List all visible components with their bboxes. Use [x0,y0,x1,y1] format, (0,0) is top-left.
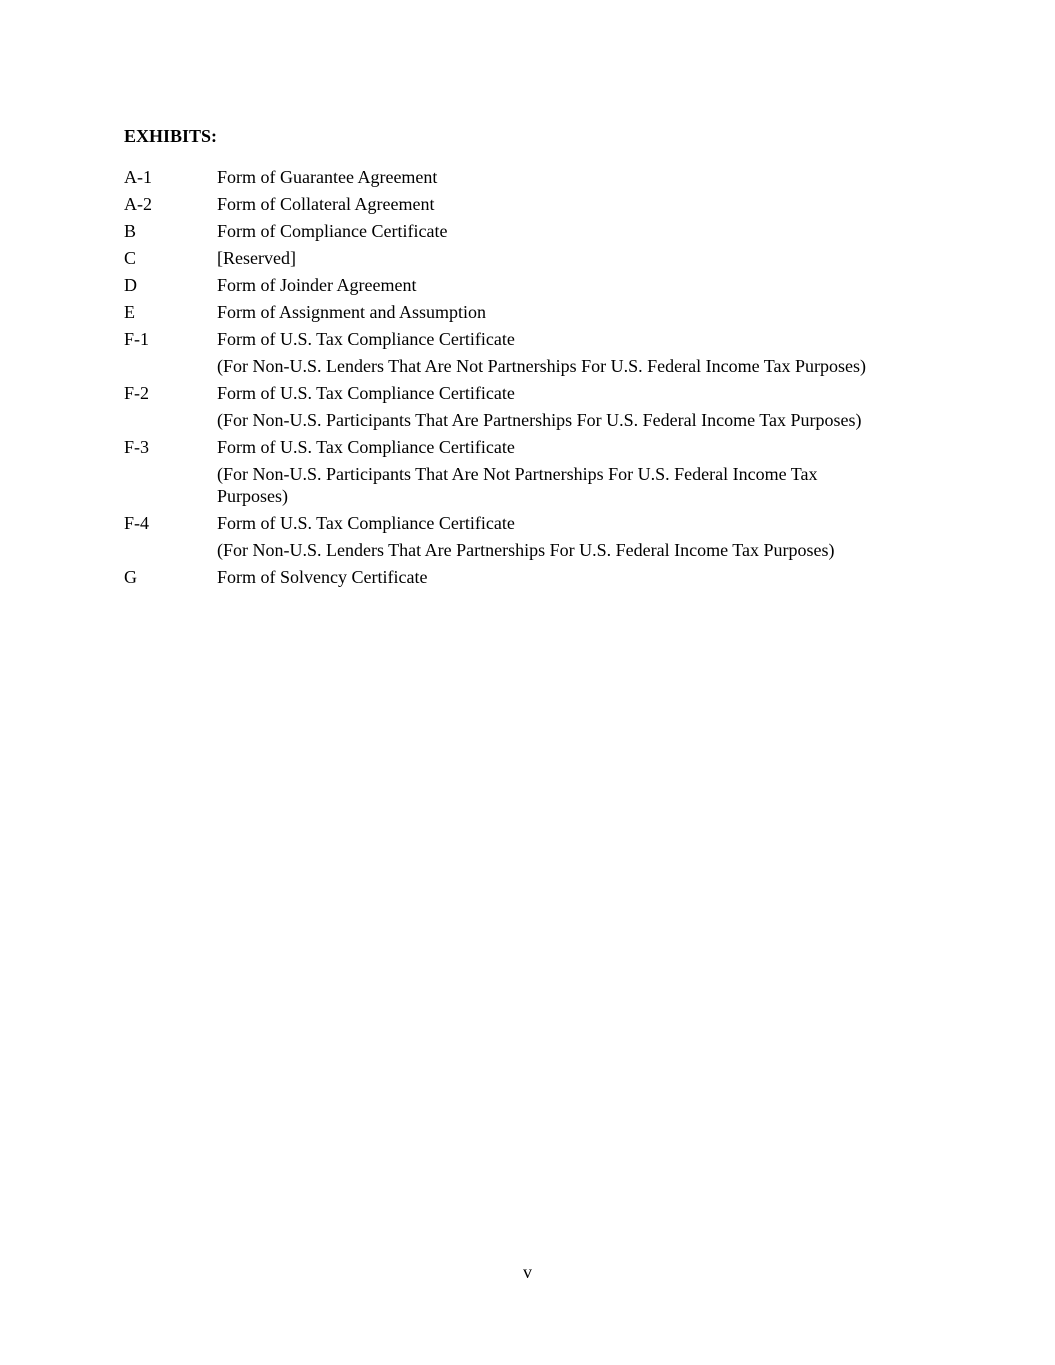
exhibit-title: Form of Collateral Agreement [217,194,435,214]
list-item [124,539,924,561]
exhibit-title: Form of Solvency Certificate [217,567,428,587]
list-item [124,247,924,269]
page-number: v [523,1262,532,1282]
exhibit-code [124,409,217,431]
exhibit-code: F-1 [124,329,150,349]
list-item [124,355,924,377]
list-item [124,566,924,588]
exhibit-title: (For Non-U.S. Lenders That Are Not Partnerships For U.S. Federal Income Tax Purposes) [217,356,866,376]
exhibit-title: [Reserved] [217,248,296,268]
exhibit-code: C [124,248,137,268]
list-item [124,328,924,350]
exhibit-code [124,463,217,507]
exhibit-code: D [124,275,137,295]
exhibit-code: B [124,221,137,241]
exhibit-title: Form of Joinder Agreement [217,275,417,295]
exhibit-title: Form of U.S. Tax Compliance Certificate [217,437,515,457]
page-title: EXHIBITS: [124,126,218,146]
exhibit-code: G [124,567,137,587]
list-item [124,512,924,534]
list-item [124,382,924,404]
exhibit-code: E [124,302,135,322]
exhibit-title: Form of Assignment and Assumption [217,302,487,322]
exhibit-title: Form of U.S. Tax Compliance Certificate [217,513,515,533]
exhibit-title: Form of U.S. Tax Compliance Certificate [217,383,515,403]
list-item [124,436,924,458]
exhibit-code [124,355,217,377]
exhibit-title: Form of Guarantee Agreement [217,167,438,187]
exhibit-code: F-3 [124,437,150,457]
exhibit-code: F-4 [124,513,150,533]
list-item [124,220,924,242]
exhibit-title: Form of U.S. Tax Compliance Certificate [217,329,515,349]
list-item [124,166,924,188]
exhibit-code [124,539,217,561]
exhibit-title: Form of Compliance Certificate [217,221,448,241]
list-item [124,463,924,507]
exhibit-code: F-2 [124,383,150,403]
list-item [124,193,924,215]
list-item [124,409,924,431]
exhibit-code: A-2 [124,194,152,214]
list-item [124,301,924,323]
exhibit-list [124,166,924,593]
exhibit-code: A-1 [124,167,152,187]
exhibit-title: (For Non-U.S. Lenders That Are Partnerships For U.S. Federal Income Tax Purposes) [217,540,835,560]
exhibit-title: (For Non-U.S. Participants That Are Not Partnerships For U.S. Federal Income Tax Purposes) [217,464,818,506]
exhibit-title: (For Non-U.S. Participants That Are Partnerships For U.S. Federal Income Tax Purposes) [217,410,862,430]
list-item [124,274,924,296]
